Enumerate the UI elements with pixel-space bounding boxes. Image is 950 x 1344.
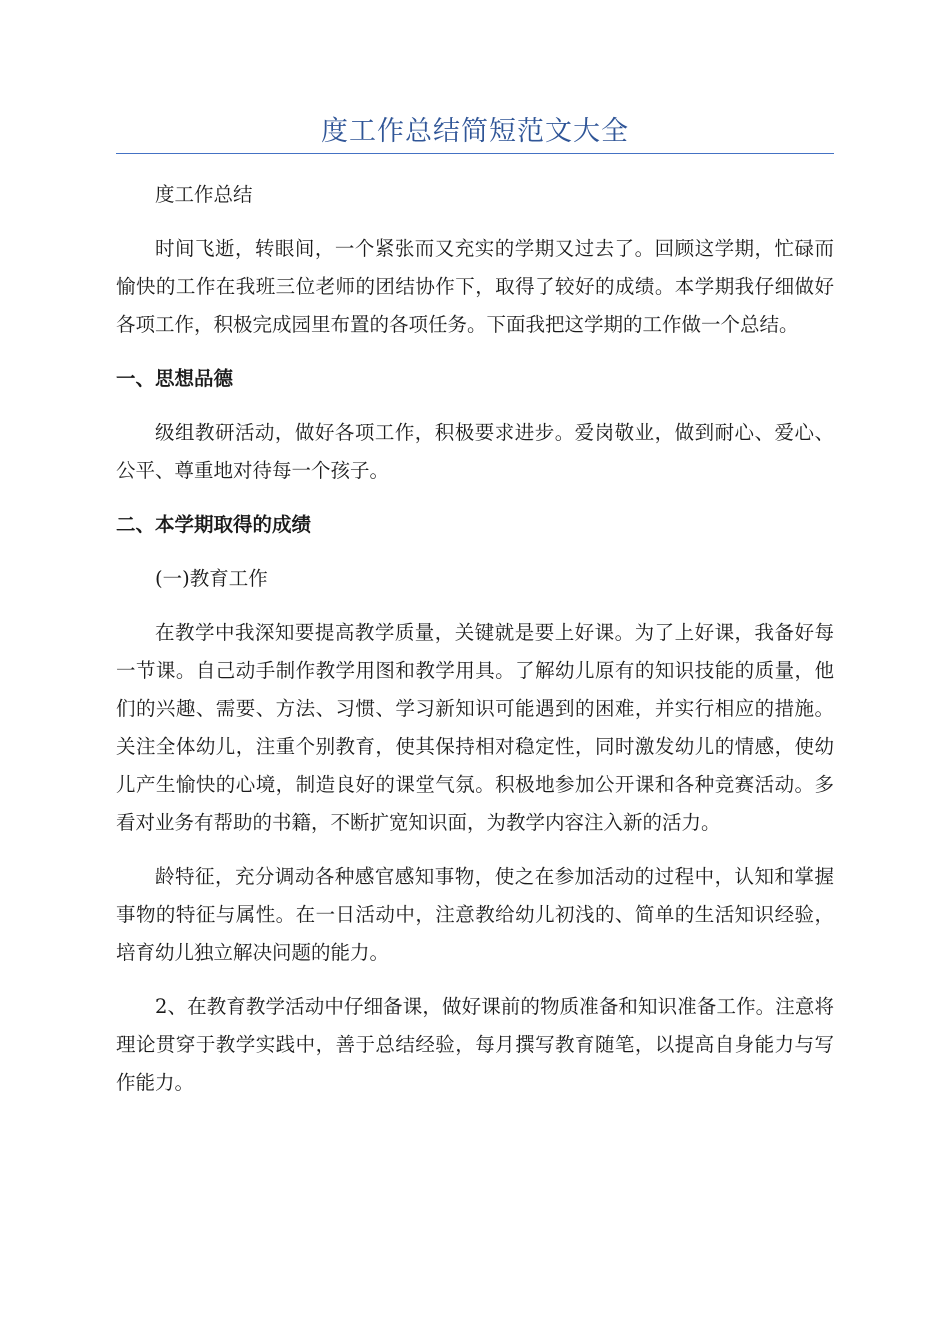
- paragraph-preparation: 2、在教育教学活动中仔细备课，做好课前的物质准备和知识准备工作。注意将理论贯穿于教学实践中，善于总结经验，每月撰写教育随笔，以提高自身能力与写作能力。: [116, 995, 834, 1094]
- paragraph-teaching: 在教学中我深知要提高教学质量，关键就是要上好课。为了上好课，我备好每一节课。自己动手制作教学用图和教学用具。了解幼儿原有的知识技能的质量，他们的兴趣、需要、方法、习惯、学习新知识可能遇到的困难，并实行相应的措施。关注全体幼儿，注重个别教育，使其保持相对稳定性，同时激发幼儿的情感，使幼儿产生愉快的心境，制造良好的课堂气氛。积极地参加公开课和各种竞赛活动。多看对业务有帮助的书籍，不断扩宽知识面，为教学内容注入新的活力。: [116, 621, 834, 834]
- document-title: 度工作总结简短范文大全: [321, 116, 629, 147]
- document-subtitle: 度工作总结: [155, 183, 253, 206]
- paragraph-activities: 龄特征，充分调动各种感官感知事物，使之在参加活动的过程中，认知和掌握事物的特征与属性。在一日活动中，注意教给幼儿初浅的、简单的生活知识经验，培育幼儿独立解决问题的能力。: [116, 865, 834, 964]
- subheading-education: (一)教育工作: [155, 567, 268, 590]
- paragraph-morality: 级组教研活动，做好各项工作，积极要求进步。爱岗敬业，做到耐心、爱心、公平、尊重地对待每一个孩子。: [116, 421, 834, 482]
- section-heading-achievements: 二、本学期取得的成绩: [116, 513, 312, 536]
- title-underline: [116, 153, 834, 154]
- section-heading-morality: 一、思想品德: [116, 367, 234, 390]
- document-body: [116, 176, 834, 1118]
- paragraph-intro: 时间飞逝，转眼间，一个紧张而又充实的学期又过去了。回顾这学期，忙碌而愉快的工作在我班三位老师的团结协作下，取得了较好的成绩。本学期我仔细做好各项工作，积极完成园里布置的各项任务。下面我把这学期的工作做一个总结。: [116, 237, 834, 336]
